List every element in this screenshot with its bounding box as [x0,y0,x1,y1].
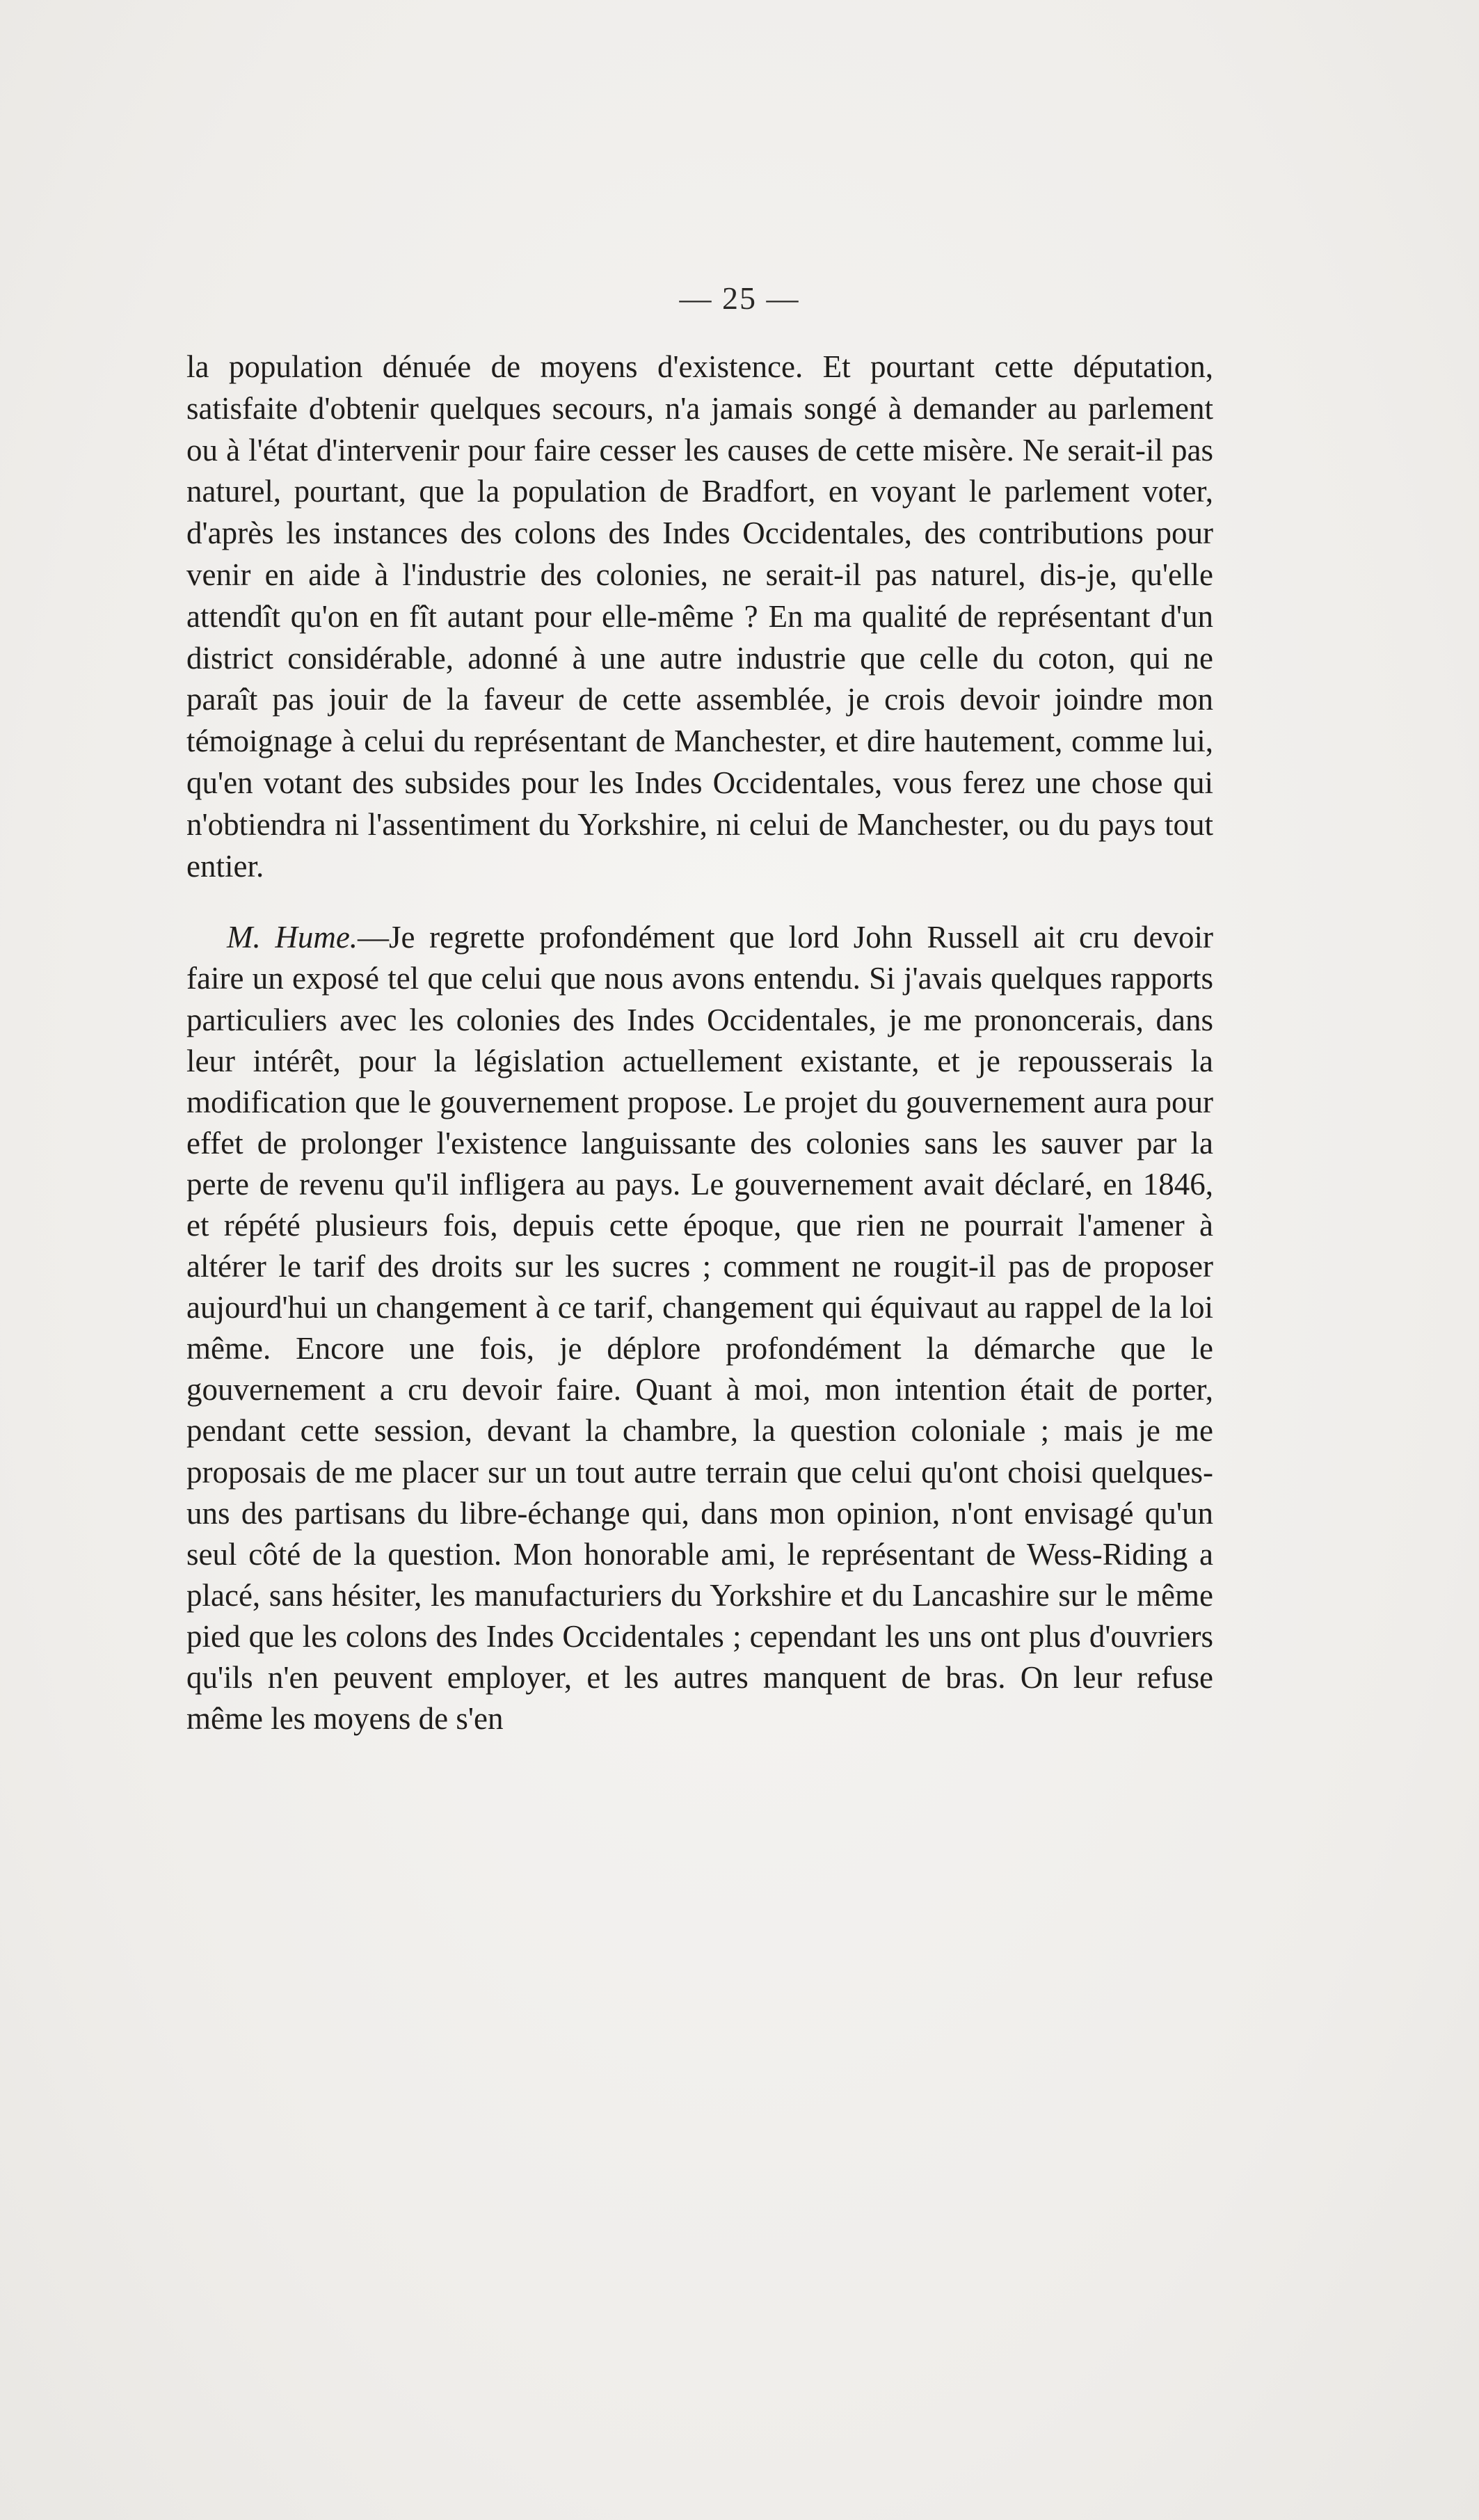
speaker-name: M. Hume. [227,920,358,955]
paragraph-speech [186,917,1213,1739]
page-number: — 25 — [679,280,800,316]
paragraph-continued: la population dénuée de moyens d'existence. Et pourtant cette députation, satisfaite d'obtenir quelques secours, n'a jamais songé à demander au parlement ou à l'état d'intervenir pour faire cesser les causes de cette misère. Ne serait-il pas naturel, pourtant, que la population de Bradfort, en voyant le parlement voter, d'après les instances des colons des Indes Occidentales, des contributions pour venir en aide à l'industrie des colonies, ne serait-il pas naturel, dis-je, qu'elle attendît qu'on en fît autant pour elle-même ? En ma qualité de représentant d'un district considérable, adonné à une autre industrie que celle du coton, qui ne paraît pas jouir de la faveur de cette assemblée, je crois devoir joindre mon témoignage à celui du représentant de Manchester, et dire hautement, comme lui, qu'en votant des subsides pour les Indes Occidentales, vous ferez une chose qui n'obtiendra ni l'assentiment du Yorkshire, ni celui de Manchester, ou du pays tout entier. [186,349,1213,884]
body-text [186,346,1213,1739]
speech-text: —Je regrette profondément que lord John Russell ait cru devoir faire un exposé tel que celui que nous avons entendu. Si j'avais quelques rapports particuliers avec les colonies des Indes Occidentales, je me prononcerais, dans leur intérêt, pour la législation actuellement existante, et je repousserais la modification que le gouvernement propose. Le projet du gouvernement aura pour effet de prolonger l'existence languissante des colonies sans les sauver par la perte de revenu qu'il infligera au pays. Le gouvernement avait déclaré, en 1846, et répété plusieurs fois, depuis cette époque, que rien ne pourrait l'amener à altérer le tarif des droits sur les sucres ; comment ne rougit-il pas de proposer aujourd'hui un changement à ce tarif, changement qui équivaut au rappel de la loi même. Encore une fois, je déplore profondément la démarche que le gouvernement a cru devoir faire. Quant à moi, mon intention était de porter, pendant cette session, devant la chambre, la question coloniale ; mais je me proposais de me placer sur un tout autre terrain que celui qu'ont choisi quelques-uns des partisans du libre-échange qui, dans mon opinion, n'ont envisagé qu'un seul côté de la question. Mon honorable ami, le représentant de Wess-Riding a placé, sans hésiter, les manufacturiers du Yorkshire et du Lancashire sur le même pied que les colons des Indes Occidentales ; cependant les uns ont plus d'ouvriers qu'ils n'en peuvent employer, et les autres manquent de bras. On leur refuse même les moyens de s'en [186,920,1213,1737]
